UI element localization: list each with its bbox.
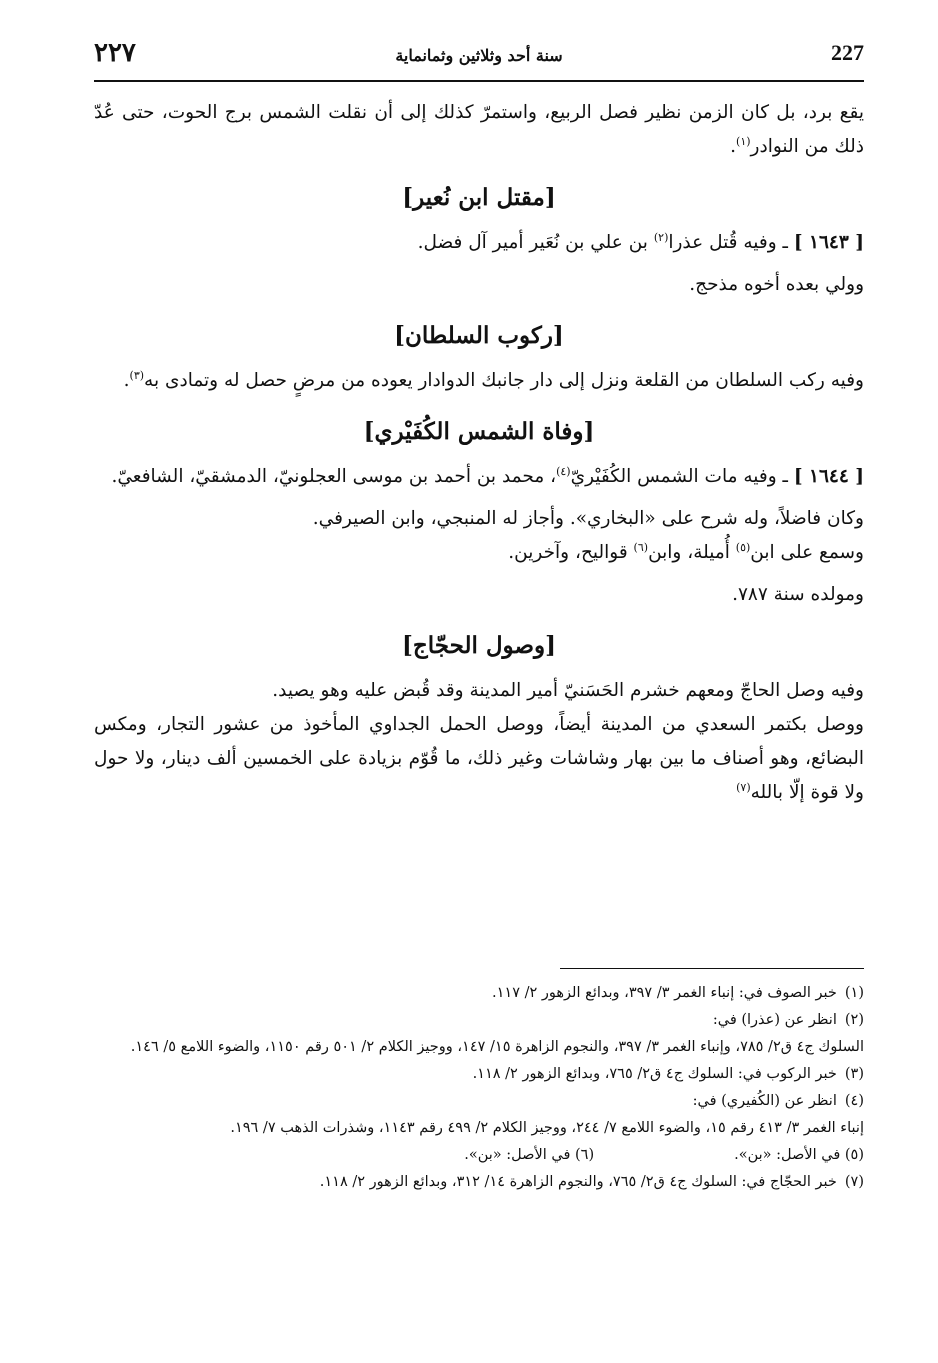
footnote-number: (٤) [844, 1093, 864, 1109]
footnote-6: (٦) في الأصل: «بن». [464, 1147, 595, 1163]
footnote-ref: (١) [736, 134, 751, 148]
entry-1643 [94, 226, 864, 260]
footnote-ref: (٣) [129, 368, 145, 382]
footnote-number: (١) [844, 985, 864, 1001]
paragraph-text: وفيه ركب السلطان من القلعة ونزل إلى دار جانبك الدوادار يعوده من مرضٍ حصل له وتمادى به [144, 370, 864, 391]
footnote-rule [560, 968, 864, 969]
footnote-text: خبر الصوف في: إنباء الغمر ٣/ ٣٩٧، وبدائع الزهور ٢/ ١١٧. [492, 985, 837, 1001]
page-number-latin: 227 [831, 40, 864, 65]
footnote-ref: (٢) [653, 230, 669, 244]
section-heading: [وفاة الشمس الكُفَيْري] [363, 418, 595, 445]
section-heading: [ركوب السلطان] [394, 322, 564, 349]
entry-text: بن علي بن نُعَير أمير آل فضل. [417, 232, 654, 253]
header-rule [94, 80, 864, 82]
footnote-3 [94, 1061, 864, 1088]
page-header [94, 28, 864, 82]
paragraph [94, 364, 864, 398]
paragraph-text: وسمع على ابن [750, 542, 864, 563]
paragraph [94, 708, 864, 810]
footnotes-5-6 [94, 1142, 864, 1169]
page-number-arabic: ٢٢٧ [94, 38, 136, 68]
paragraph [94, 96, 864, 164]
footnote-5: (٥) في الأصل: «بن». [734, 1147, 864, 1163]
running-title: سنة أحد وثلاثين وثمانماية [395, 46, 563, 65]
footnote-number: (٣) [844, 1066, 864, 1082]
paragraph-end: . [123, 370, 130, 391]
main-text [94, 96, 864, 818]
paragraph-text: أُميلة، وابن [648, 542, 736, 563]
entry-1644 [94, 460, 864, 494]
footnote-ref: (٤) [556, 464, 571, 478]
paragraph-text: ووصل بكتمر السعدي من المدينة أيضاً، ووصل الحمل الجداوي المأخوذ من عشور التجار، ومكس البضائع، وهو أصناف ما بين بهار وشاشات وغير ذلك، ما قُوّم بزيادة على الخمسين ألف دينار، ولا حول ولا قوة إلّا بالله [94, 714, 864, 803]
entry-text: ـ وفيه قُتل عذرا [668, 232, 794, 253]
footnotes [94, 980, 864, 1196]
footnote-1 [94, 980, 864, 1007]
footnote-4 [94, 1088, 864, 1115]
footnote-text: خبر الركوب في: السلوك ج٤ ق٢/ ٧٦٥، وبدائع الزهور ٢/ ١١٨. [472, 1066, 837, 1082]
footnote-text: انظر عن (عذرا) في: [712, 1012, 837, 1028]
footnote-7 [94, 1169, 864, 1196]
footnote-text: خبر الحجّاج في: السلوك ج٤ ق٢/ ٧٦٥، والنجوم الزاهرة ١٤/ ٣١٢، وبدائع الزهور ٢/ ١١٨. [319, 1174, 837, 1190]
footnote-text: انظر عن (الكُفيري) في: [692, 1093, 837, 1109]
footnote-ref: (٦) [633, 540, 649, 554]
paragraph: ومولده سنة ٧٨٧. [732, 584, 864, 605]
footnote-ref: (٧) [736, 780, 751, 794]
paragraph: وكان فاضلاً، وله شرح على «البخاري». وأجاز له المنبجي، وابن الصيرفي. [312, 508, 864, 529]
footnote-2-continuation [94, 1034, 864, 1061]
entry-text: ، محمد بن أحمد بن موسى العجلونيّ، الدمشقيّ، الشافعيّ. [111, 466, 557, 487]
paragraph-text: يقع برد، بل كان الزمن نظير فصل الربيع، واستمرّ كذلك إلى أن نقلت الشمس برج الحوت، حتى عُدّ ذلك من النوادر [94, 102, 864, 157]
entry-text: ـ وفيه مات الشمس الكُفَيْريّ [570, 466, 794, 487]
section-heading: [مقتل ابن نُعير] [402, 184, 556, 211]
footnote-ref: (٥) [735, 540, 751, 554]
paragraph: وولي بعده أخوه مذحج. [689, 274, 864, 295]
footnote-2 [94, 1007, 864, 1034]
paragraph-end: . [730, 136, 737, 157]
paragraph: وفيه وصل الحاجّ ومعهم خشرم الحَسَنيّ أمير المدينة وقد قُبض عليه وهو يصيد. [272, 680, 864, 701]
footnote-number: (٢) [844, 1012, 864, 1028]
paragraph-text: قواليح، وآخرين. [508, 542, 634, 563]
footnote-text: إنباء الغمر ٣/ ٤١٣ رقم ١٥، والضوء اللامع ٧/ ٢٤٤، ووجيز الكلام ٢/ ٤٩٩ رقم ١١٤٣، وشذرات الذهب ٧/ ١٩٦. [230, 1120, 864, 1136]
entry-number: [ ١٦٤٣ ] [793, 232, 864, 253]
footnote-text: السلوك ج٤ ق٢/ ٧٨٥، وإنباء الغمر ٣/ ٣٩٧، والنجوم الزاهرة ١٥/ ١٤٧، ووجيز الكلام ٢/ ٥٠١ رقم ١١٥٠، والضوء اللامع ٥/ ١٤٦. [130, 1039, 864, 1055]
paragraph [94, 536, 864, 570]
footnote-number: (٧) [844, 1174, 864, 1190]
footnote-4-continuation [94, 1115, 864, 1142]
section-heading: [وصول الحجّاج] [402, 632, 556, 659]
entry-number: [ ١٦٤٤ ] [793, 466, 864, 487]
